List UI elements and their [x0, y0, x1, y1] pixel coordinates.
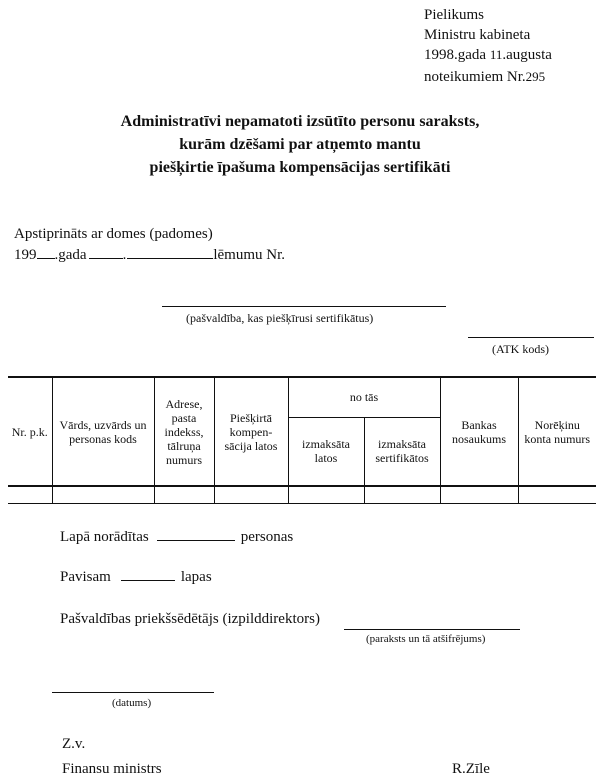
header-of-which: no tās: [288, 377, 440, 417]
header-paid-lats: izmaksāta latos: [288, 417, 364, 486]
minister-title: Finansu ministrs: [62, 761, 162, 777]
persons-blank: [157, 539, 235, 541]
table-cell: [518, 486, 596, 504]
table-cell: [214, 486, 288, 504]
approval-decision: lēmumu Nr.: [213, 247, 285, 263]
table-cell: [52, 486, 154, 504]
annex-regulation-prefix: noteikumiem Nr.: [424, 69, 526, 85]
table-cell: [364, 486, 440, 504]
header-paid-certificates: izmaksāta sertifikātos: [364, 417, 440, 486]
municipality-caption: (pašvaldība, kas piešķīrusi sertifikātus): [186, 311, 374, 325]
table-cell: [154, 486, 214, 504]
approval-date-line: [14, 246, 285, 264]
annex-date: [424, 46, 552, 64]
table-cell: [8, 486, 52, 504]
approval-gada: .gada: [54, 247, 87, 263]
atk-caption: (ATK kods): [492, 342, 549, 356]
pages-total-line: [60, 568, 212, 586]
header-nr: Nr. p.k.: [8, 377, 52, 486]
approval-day-blank: [89, 257, 123, 259]
pages-suffix: lapas: [180, 569, 212, 585]
document-title-line2: kurām dzēšami par atņemto mantu: [179, 136, 421, 153]
table-cell: [440, 486, 518, 504]
table-cell: [288, 486, 364, 504]
approval-year-blank: [37, 257, 55, 259]
date-caption: (datums): [112, 697, 152, 709]
signature-line: [344, 629, 520, 630]
header-bank: Bankas nosaukums: [440, 377, 518, 486]
pages-blank: [121, 579, 175, 581]
table-row: [8, 486, 596, 504]
document-title-line3: piešķirtie īpašuma kompensācijas sertifikāti: [149, 159, 451, 176]
date-line: [52, 692, 214, 693]
approval-year-prefix: 199: [14, 247, 37, 263]
persons-prefix: Lapā norādītas: [60, 529, 149, 545]
header-address: Adrese, pasta indekss, tālruņa numurs: [154, 377, 214, 486]
persons-table: [8, 376, 596, 504]
atk-line: [468, 337, 594, 338]
annex-date-prefix: 1998.gada: [424, 47, 487, 63]
approval-month-blank: [127, 257, 213, 259]
annex-label: Pielikums: [424, 7, 485, 23]
header-compensation: Piešķirtā kompen-sācija latos: [214, 377, 288, 486]
annex-regulation: [424, 68, 545, 86]
persons-count-line: [60, 528, 293, 546]
document-title-line1: Administratīvi nepamatoti izsūtīto personu saraksts,: [120, 113, 480, 130]
header-account: Norēķinu konta numurs: [518, 377, 596, 486]
pages-prefix: Pavisam: [60, 569, 111, 585]
annex-regulation-number: 295: [525, 69, 546, 84]
seal-mark: Z.v.: [62, 736, 86, 752]
approval-dot: .: [122, 247, 127, 263]
chair-label: Pašvaldības priekšsēdētājs (izpilddirektors): [60, 611, 320, 627]
annex-date-suffix: .augusta: [502, 47, 552, 63]
approval-text: Apstiprināts ar domes (padomes): [14, 226, 213, 242]
minister-name: R.Zīle: [452, 761, 490, 777]
annex-date-day: 11: [489, 47, 503, 62]
persons-suffix: personas: [240, 529, 294, 545]
header-name: Vārds, uzvārds un personas kods: [52, 377, 154, 486]
signature-caption: (paraksts un tā atšifrējums): [366, 633, 486, 645]
annex-cabinet: Ministru kabineta: [424, 27, 531, 43]
municipality-line: [162, 306, 446, 307]
